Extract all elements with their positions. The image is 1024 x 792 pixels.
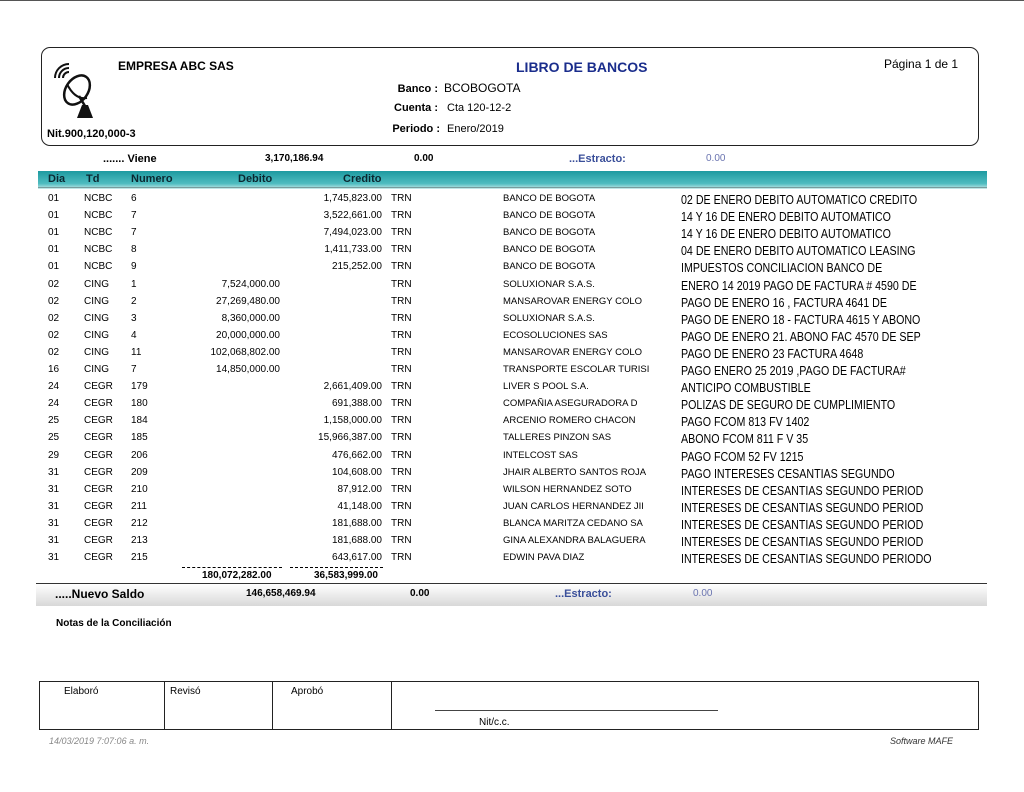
elaboro-label: Elaboró [64,686,99,697]
table-row [0,328,1024,345]
row-concepto: ABONO FCOM 811 F V 35 [681,431,809,447]
row-td: CEGR [84,466,113,478]
total-debito: 180,072,282.00 [202,570,272,581]
signature-cell-elaboro [40,682,165,729]
footer-software: Software MAFE [890,736,954,746]
row-credito: 104,608.00 [331,466,382,478]
row-td: CING [84,312,109,324]
viene-debito: 3,170,186.94 [265,153,324,164]
row-numero: 7 [131,227,137,239]
row-trn: TRN [391,483,412,495]
row-beneficiario: BANCO DE BOGOTA [503,210,596,222]
row-beneficiario: BANCO DE BOGOTA [503,227,596,239]
row-trn: TRN [391,449,412,461]
table-row [0,448,1024,465]
table-row [0,225,1024,242]
row-concepto: PAGO DE ENERO 16 , FACTURA 4641 DE [681,294,887,310]
row-beneficiario: TALLERES PINZON SAS [503,432,612,444]
row-td: CEGR [84,381,113,393]
table-column-header [38,171,987,189]
viene-credito: 0.00 [414,153,434,164]
row-numero: 6 [131,193,137,204]
table-row [0,277,1024,294]
row-td: CING [84,364,109,375]
row-debito: 102,068,802.00 [210,346,280,358]
row-dia: 31 [48,552,60,564]
row-dia: 31 [48,483,60,495]
row-trn: TRN [391,193,412,204]
company-nit: Nit.900,120,000-3 [47,128,136,140]
footer-timestamp: 14/03/2019 7:07:06 a. m. [49,736,150,746]
row-dia: 02 [48,295,60,307]
table-row [0,413,1024,430]
table-row [0,379,1024,396]
row-concepto: ENERO 14 2019 PAGO DE FACTURA # 4590 DE [681,277,917,293]
satellite-dish-icon [49,56,115,122]
row-beneficiario: EDWIN PAVA DIAZ [503,552,585,564]
row-trn: TRN [391,466,412,478]
row-td: NCBC [84,227,113,239]
row-numero: 215 [131,552,148,564]
col-td: Td [86,173,100,185]
row-td: NCBC [84,244,113,256]
row-td: CING [84,346,109,358]
row-dia: 01 [48,261,60,273]
row-numero: 212 [131,517,148,529]
row-numero: 179 [131,381,148,393]
row-dia: 31 [48,500,60,512]
row-debito: 14,850,000.00 [216,364,280,375]
row-dia: 01 [48,244,60,256]
row-beneficiario: BLANCA MARITZA CEDANO SA [503,517,643,529]
row-beneficiario: LIVER S POOL S.A. [503,381,589,393]
row-dia: 24 [48,381,60,393]
row-concepto: INTERESES DE CESANTIAS SEGUNDO PERIOD [681,516,924,532]
row-trn: TRN [391,278,412,290]
nuevo-saldo-label: .....Nuevo Saldo [55,587,145,601]
row-numero: 2 [131,295,137,307]
row-numero: 11 [131,346,142,358]
row-concepto: INTERESES DE CESANTIAS SEGUNDO PERIOD [681,482,924,498]
notas-conciliacion-label: Notas de la Conciliación [56,618,172,629]
row-concepto: POLIZAS DE SEGURO DE CUMPLIMIENTO [681,397,896,413]
row-credito: 476,662.00 [331,449,382,461]
row-trn: TRN [391,364,412,375]
row-dia: 01 [48,227,60,239]
row-concepto: PAGO FCOM 813 FV 1402 [681,414,810,430]
nuevo-saldo-credito: 0.00 [410,588,430,599]
row-beneficiario: GINA ALEXANDRA BALAGUERA [503,535,646,546]
row-numero: 9 [131,261,137,273]
row-td: CEGR [84,398,113,410]
row-beneficiario: INTELCOST SAS [503,449,578,461]
table-row [0,242,1024,259]
row-numero: 209 [131,466,148,478]
periodo-label: Periodo : [392,123,440,135]
row-dia: 31 [48,517,60,529]
table-row [0,362,1024,379]
row-numero: 184 [131,415,148,427]
col-credito: Credito [343,173,382,185]
col-numero: Numero [131,173,173,185]
row-beneficiario: BANCO DE BOGOTA [503,244,596,256]
row-numero: 7 [131,210,137,222]
col-dia: Dia [48,173,66,185]
table-row [0,345,1024,362]
row-concepto: PAGO INTERESES CESANTIAS SEGUNDO [681,465,895,481]
table-row [0,311,1024,328]
row-td: CEGR [84,415,113,427]
row-concepto: PAGO DE ENERO 18 - FACTURA 4615 Y ABONO [681,311,921,327]
row-numero: 180 [131,398,148,410]
row-td: CING [84,295,109,307]
row-concepto: INTERESES DE CESANTIAS SEGUNDO PERIOD [681,534,924,549]
company-name: EMPRESA ABC SAS [118,59,234,73]
row-td: CEGR [84,432,113,444]
row-debito: 20,000,000.00 [216,329,280,341]
row-td: CEGR [84,449,113,461]
row-credito: 1,411,733.00 [324,244,382,256]
row-dia: 01 [48,193,60,204]
row-concepto: PAGO ENERO 25 2019 ,PAGO DE FACTURA# [681,363,906,378]
row-credito: 87,912.00 [337,483,382,495]
signature-cell-reviso [165,682,273,729]
row-concepto: 14 Y 16 DE ENERO DEBITO AUTOMATICO [681,226,891,242]
row-credito: 2,661,409.00 [323,381,382,393]
row-td: CEGR [84,535,113,546]
table-row [0,259,1024,276]
row-trn: TRN [391,329,412,341]
row-beneficiario: ECOSOLUCIONES SAS [503,329,608,341]
row-dia: 31 [48,535,60,546]
column-header-rule [38,187,987,188]
banco-value: BCOBOGOTA [444,81,521,95]
row-trn: TRN [391,261,412,273]
row-numero: 3 [131,312,137,324]
row-numero: 4 [131,329,137,341]
table-row [0,499,1024,516]
row-dia: 29 [48,449,60,461]
nit-cc-label: Nit/c.c. [479,717,510,728]
row-credito: 181,688.00 [331,517,382,529]
banco-label: Banco : [397,83,438,95]
row-trn: TRN [391,517,412,529]
row-dia: 25 [48,432,60,444]
table-row [0,396,1024,413]
row-trn: TRN [391,312,412,324]
viene-label: ....... Viene [103,153,157,165]
row-concepto: PAGO FCOM 52 FV 1215 [681,448,804,464]
row-credito: 691,388.00 [331,398,382,410]
row-numero: 213 [131,535,148,546]
nuevo-saldo-debito: 146,658,469.94 [246,588,316,599]
row-concepto: INTERESES DE CESANTIAS SEGUNDO PERIOD [681,499,924,515]
table-row [0,516,1024,533]
row-td: CING [84,278,109,290]
table-row [0,208,1024,225]
row-credito: 215,252.00 [331,261,382,273]
row-td: NCBC [84,193,113,204]
row-credito: 41,148.00 [337,500,382,512]
cuenta-label: Cuenta : [394,102,438,114]
row-beneficiario: BANCO DE BOGOTA [503,193,596,204]
row-trn: TRN [391,415,412,427]
col-debito: Debito [238,173,273,185]
table-row [0,430,1024,447]
row-dia: 16 [48,364,60,375]
row-numero: 7 [131,364,137,375]
row-td: CING [84,329,109,341]
table-row [0,482,1024,499]
table-row [0,294,1024,311]
row-dia: 25 [48,415,60,427]
row-beneficiario: BANCO DE BOGOTA [503,261,596,273]
row-td: CEGR [84,552,113,564]
table-row [0,550,1024,567]
row-debito: 7,524,000.00 [221,278,280,290]
row-credito: 7,494,023.00 [323,227,382,239]
row-concepto: 02 DE ENERO DEBITO AUTOMATICO CREDITO [681,192,918,207]
row-concepto: IMPUESTOS CONCILIACION BANCO DE [681,260,883,276]
row-beneficiario: JHAIR ALBERTO SANTOS ROJA [503,466,647,478]
table-row [0,465,1024,482]
row-beneficiario: TRANSPORTE ESCOLAR TURISI [503,364,649,375]
nuevo-saldo-estracto-value: 0.00 [693,588,713,599]
reviso-label: Revisó [170,686,201,697]
row-credito: 15,966,387.00 [318,432,382,444]
row-credito: 643,617.00 [331,552,382,564]
row-dia: 02 [48,312,60,324]
row-td: CEGR [84,483,113,495]
row-beneficiario: ARCENIO ROMERO CHACON [503,415,636,427]
row-credito: 1,158,000.00 [323,415,382,427]
row-trn: TRN [391,535,412,546]
cuenta-value: Cta 120-12-2 [447,102,512,114]
row-dia: 01 [48,210,60,222]
table-row [0,191,1024,208]
page-number: Página 1 de 1 [884,57,959,71]
row-concepto: 04 DE ENERO DEBITO AUTOMATICO LEASING [681,243,916,259]
row-concepto: PAGO DE ENERO 23 FACTURA 4648 [681,345,864,361]
top-rule [0,0,1024,1]
row-beneficiario: MANSAROVAR ENERGY COLO [503,346,643,358]
row-dia: 24 [48,398,60,410]
row-trn: TRN [391,432,412,444]
viene-estracto-value: 0.00 [706,153,726,164]
aprobo-label: Aprobó [291,686,324,697]
row-credito: 181,688.00 [331,535,382,546]
row-trn: TRN [391,500,412,512]
row-trn: TRN [391,210,412,222]
row-beneficiario: COMPAÑIA ASEGURADORA D [503,398,638,410]
row-beneficiario: SOLUXIONAR S.A.S. [503,312,595,324]
row-beneficiario: SOLUXIONAR S.A.S. [503,278,595,290]
row-td: NCBC [84,210,113,222]
report-title: LIBRO DE BANCOS [516,59,648,75]
row-trn: TRN [391,346,412,358]
row-debito: 8,360,000.00 [221,312,280,324]
row-trn: TRN [391,244,412,256]
row-credito: 1,745,823.00 [323,193,382,204]
row-concepto: ANTICIPO COMBUSTIBLE [681,380,811,396]
row-td: CEGR [84,500,113,512]
table-row [0,533,1024,550]
nit-signature-line [435,710,718,711]
row-dia: 02 [48,346,60,358]
row-numero: 185 [131,432,148,444]
row-dia: 02 [48,329,60,341]
row-dia: 02 [48,278,60,290]
row-trn: TRN [391,295,412,307]
row-concepto: PAGO DE ENERO 21. ABONO FAC 4570 DE SEP [681,328,921,344]
row-beneficiario: JUAN CARLOS HERNANDEZ JII [503,500,644,512]
signature-cell-aprobo [273,682,392,729]
row-debito: 27,269,480.00 [216,295,280,307]
nuevo-saldo-bar [36,584,987,606]
row-trn: TRN [391,381,412,393]
total-credito: 36,583,999.00 [314,570,378,581]
row-concepto: 14 Y 16 DE ENERO DEBITO AUTOMATICO [681,209,891,225]
row-trn: TRN [391,227,412,239]
nuevo-saldo-estracto-label: ...Estracto: [555,588,612,600]
row-dia: 31 [48,466,60,478]
row-beneficiario: WILSON HERNANDEZ SOTO [503,483,632,495]
row-numero: 210 [131,483,148,495]
periodo-value: Enero/2019 [447,123,504,135]
row-trn: TRN [391,398,412,410]
row-td: NCBC [84,261,113,273]
row-numero: 8 [131,244,137,256]
row-numero: 206 [131,449,148,461]
row-td: CEGR [84,517,113,529]
debito-total-rule [182,567,282,568]
row-trn: TRN [391,552,412,564]
credito-total-rule [290,567,383,568]
row-credito: 3,522,661.00 [323,210,382,222]
viene-estracto-label: ...Estracto: [569,153,626,165]
row-beneficiario: MANSAROVAR ENERGY COLO [503,295,643,307]
row-numero: 1 [131,278,137,290]
row-numero: 211 [131,500,147,512]
row-concepto: INTERESES DE CESANTIAS SEGUNDO PERIODO [681,551,932,567]
